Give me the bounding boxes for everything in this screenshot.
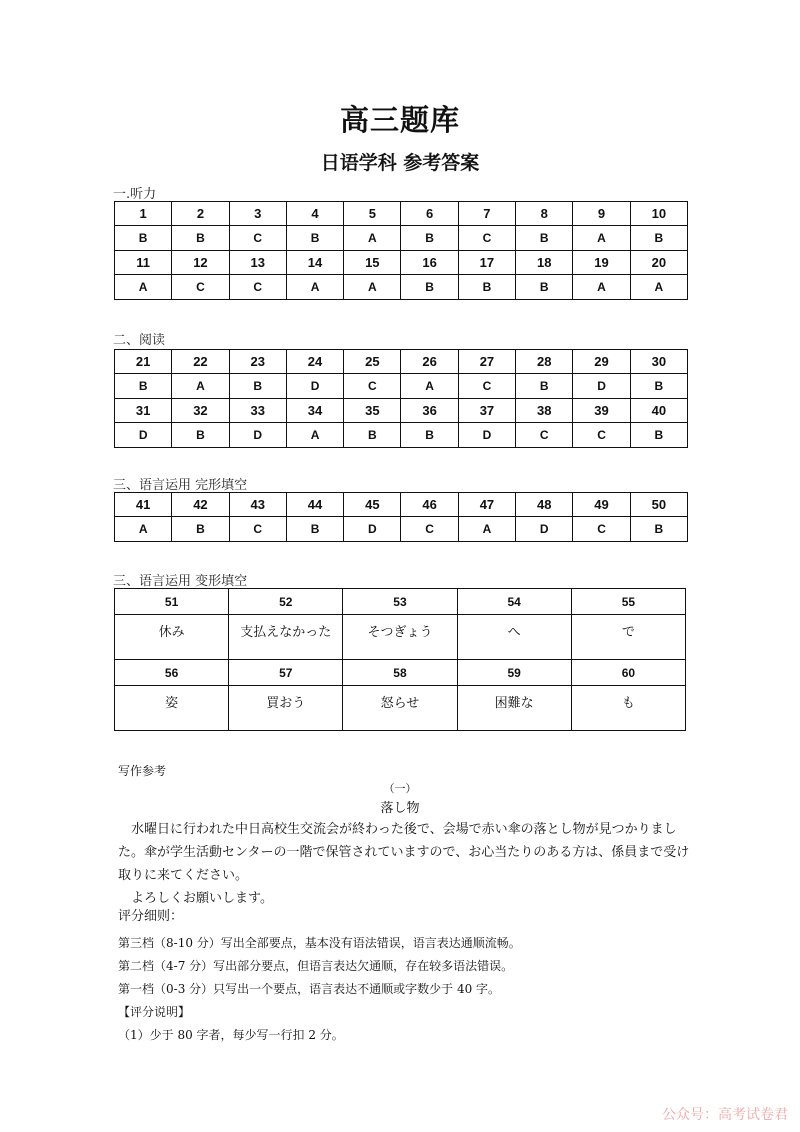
answer-cell: B (401, 275, 458, 300)
answer-table-reading (114, 349, 688, 448)
question-number: 18 (516, 251, 573, 275)
essay-paragraph: 水曜日に行われた中日高校生交流会が終わった後で、会場で赤い傘の落とし物が見つかりました。傘が学生活動センターの一階で保管されていますので、お心当たりのある方は、係員まで受け取りに来てください。 (118, 822, 690, 883)
question-number: 20 (630, 251, 687, 275)
question-number: 55 (571, 589, 685, 615)
section-label-reading: 二、阅读 (113, 333, 166, 348)
rubric-heading: 评分细则： (118, 909, 184, 924)
answer-cell: A (401, 374, 458, 399)
answer-cell: D (573, 374, 630, 399)
answer-cell: C (344, 374, 401, 399)
question-number: 26 (401, 350, 458, 374)
table-row (115, 615, 686, 660)
answer-cell: A (344, 226, 401, 251)
question-number: 22 (172, 350, 229, 374)
table-row (115, 517, 688, 542)
question-number: 25 (344, 350, 401, 374)
answer-cell: A (286, 423, 343, 448)
table-row (115, 226, 688, 251)
question-number: 1 (115, 202, 172, 226)
answer-cell: も (571, 686, 685, 731)
rubric-line: 【评分说明】 (118, 1005, 191, 1019)
question-number: 52 (229, 589, 343, 615)
question-number: 44 (286, 493, 343, 517)
answer-cell: C (573, 423, 630, 448)
answer-cell: D (286, 374, 343, 399)
question-number: 31 (115, 399, 172, 423)
table-row (115, 686, 686, 731)
question-number: 9 (573, 202, 630, 226)
answer-cell: B (630, 423, 687, 448)
answer-cell: A (172, 374, 229, 399)
rubric-line: 第一档（0-3 分）只写出一个要点，语言表达不通顺或字数少于 40 字。 (118, 982, 501, 996)
essay-body (118, 818, 690, 910)
question-number: 33 (229, 399, 286, 423)
rubric-list (118, 932, 521, 1047)
answer-cell: 姿 (115, 686, 229, 731)
question-number: 21 (115, 350, 172, 374)
question-number: 15 (344, 251, 401, 275)
question-number: 16 (401, 251, 458, 275)
answer-cell: C (516, 423, 573, 448)
question-number: 27 (458, 350, 515, 374)
question-number: 29 (573, 350, 630, 374)
question-number: 41 (115, 493, 172, 517)
answer-cell: D (115, 423, 172, 448)
answer-cell: B (401, 423, 458, 448)
table-row (115, 660, 686, 686)
question-number: 54 (457, 589, 571, 615)
answer-cell: B (115, 226, 172, 251)
answer-cell: で (571, 615, 685, 660)
question-number: 10 (630, 202, 687, 226)
answer-cell: A (115, 275, 172, 300)
answer-cell: 怒らせ (343, 686, 457, 731)
answer-cell: 買おう (229, 686, 343, 731)
answer-cell: B (630, 517, 687, 542)
writing-number: （一） (383, 782, 417, 795)
question-number: 36 (401, 399, 458, 423)
answer-cell: A (115, 517, 172, 542)
answer-cell: C (229, 275, 286, 300)
answer-cell: D (516, 517, 573, 542)
answer-cell: A (573, 275, 630, 300)
page-subtitle: 日语学科 参考答案 (320, 152, 480, 174)
answer-cell: B (516, 374, 573, 399)
question-number: 7 (458, 202, 515, 226)
question-number: 19 (573, 251, 630, 275)
rubric-line: （1）少于 80 字者，每少写一行扣 2 分。 (118, 1028, 344, 1042)
section-label-cloze: 三、语言运用 完形填空 (113, 478, 248, 493)
answer-cell: D (229, 423, 286, 448)
essay-title: 落し物 (380, 801, 420, 816)
table-row (115, 350, 688, 374)
question-number: 11 (115, 251, 172, 275)
rubric-line: 第三档（8-10 分）写出全部要点，基本没有语法错误，语言表达通顺流畅。 (118, 936, 521, 950)
question-number: 59 (457, 660, 571, 686)
table-row (115, 374, 688, 399)
question-number: 56 (115, 660, 229, 686)
answer-cell: B (630, 226, 687, 251)
answer-cell: 休み (115, 615, 229, 660)
question-number: 6 (401, 202, 458, 226)
table-row (115, 251, 688, 275)
question-number: 53 (343, 589, 457, 615)
answer-cell: そつぎょう (343, 615, 457, 660)
table-row (115, 423, 688, 448)
answer-cell: B (401, 226, 458, 251)
question-number: 38 (516, 399, 573, 423)
question-number: 14 (286, 251, 343, 275)
answer-cell: C (229, 517, 286, 542)
question-number: 51 (115, 589, 229, 615)
question-number: 42 (172, 493, 229, 517)
answer-cell: B (344, 423, 401, 448)
question-number: 49 (573, 493, 630, 517)
answer-cell: B (172, 517, 229, 542)
table-row (115, 399, 688, 423)
question-number: 3 (229, 202, 286, 226)
question-number: 30 (630, 350, 687, 374)
section-label-fill: 三、语言运用 变形填空 (113, 574, 248, 589)
answer-cell: A (630, 275, 687, 300)
answer-cell: 困難な (457, 686, 571, 731)
question-number: 13 (229, 251, 286, 275)
answer-cell: B (286, 226, 343, 251)
answer-table-fill (114, 588, 686, 731)
question-number: 24 (286, 350, 343, 374)
answer-cell: B (516, 275, 573, 300)
table-row (115, 493, 688, 517)
answer-cell: B (286, 517, 343, 542)
rubric-line: 第二档（4-7 分）写出部分要点，但语言表达欠通顺，存在较多语法错误。 (118, 959, 514, 973)
answer-cell: B (115, 374, 172, 399)
table-row (115, 589, 686, 615)
answer-cell: D (344, 517, 401, 542)
answer-table-cloze (114, 492, 688, 542)
answer-cell: B (172, 423, 229, 448)
question-number: 57 (229, 660, 343, 686)
question-number: 4 (286, 202, 343, 226)
answer-cell: B (172, 226, 229, 251)
writing-label: 写作参考 (118, 764, 167, 778)
question-number: 23 (229, 350, 286, 374)
watermark-text: 公众号：高考试卷君 (662, 1107, 788, 1123)
question-number: 40 (630, 399, 687, 423)
answer-table-listening (114, 201, 688, 300)
question-number: 5 (344, 202, 401, 226)
question-number: 37 (458, 399, 515, 423)
section-label-listening: 一.听力 (113, 187, 157, 202)
question-number: 12 (172, 251, 229, 275)
question-number: 2 (172, 202, 229, 226)
answer-cell: C (573, 517, 630, 542)
question-number: 48 (516, 493, 573, 517)
question-number: 50 (630, 493, 687, 517)
question-number: 43 (229, 493, 286, 517)
answer-cell: A (344, 275, 401, 300)
question-number: 39 (573, 399, 630, 423)
answer-cell: A (458, 517, 515, 542)
answer-cell: C (172, 275, 229, 300)
answer-cell: へ (457, 615, 571, 660)
answer-cell: B (458, 275, 515, 300)
question-number: 45 (344, 493, 401, 517)
question-number: 17 (458, 251, 515, 275)
question-number: 28 (516, 350, 573, 374)
page-title: 高三题库 (339, 103, 460, 137)
question-number: 8 (516, 202, 573, 226)
essay-paragraph: よろしくお願いします。 (131, 891, 273, 906)
answer-cell: 支払えなかった (229, 615, 343, 660)
answer-cell: D (458, 423, 515, 448)
answer-cell: B (630, 374, 687, 399)
answer-cell: C (458, 226, 515, 251)
answer-cell: C (401, 517, 458, 542)
question-number: 34 (286, 399, 343, 423)
question-number: 46 (401, 493, 458, 517)
answer-cell: C (458, 374, 515, 399)
answer-cell: A (286, 275, 343, 300)
question-number: 35 (344, 399, 401, 423)
answer-cell: B (229, 374, 286, 399)
answer-cell: C (229, 226, 286, 251)
answer-cell: B (516, 226, 573, 251)
table-row (115, 275, 688, 300)
answer-cell: A (573, 226, 630, 251)
question-number: 58 (343, 660, 457, 686)
question-number: 32 (172, 399, 229, 423)
question-number: 47 (458, 493, 515, 517)
table-row (115, 202, 688, 226)
question-number: 60 (571, 660, 685, 686)
